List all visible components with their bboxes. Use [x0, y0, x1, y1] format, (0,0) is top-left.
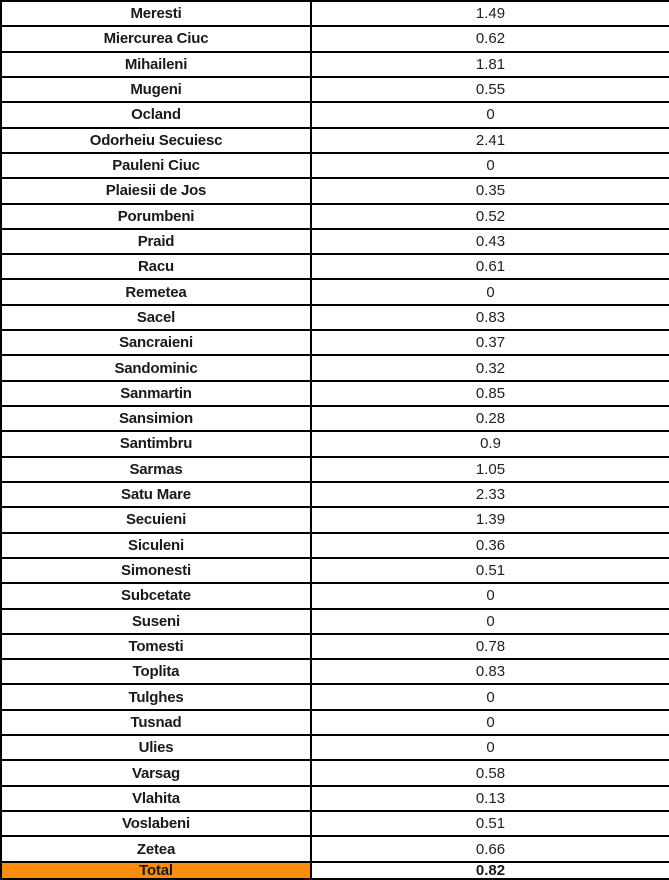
table-footer	[1, 862, 669, 879]
locality-cell: Sanmartin	[1, 381, 311, 406]
value-cell: 0.55	[311, 77, 669, 102]
value-cell: 0.36	[311, 533, 669, 558]
table-row	[1, 1, 669, 26]
locality-cell: Secuieni	[1, 507, 311, 532]
value-cell: 0.66	[311, 836, 669, 862]
table-row	[1, 609, 669, 634]
value-cell: 0	[311, 684, 669, 709]
table-row	[1, 406, 669, 431]
table-row	[1, 52, 669, 77]
value-cell: 0	[311, 735, 669, 760]
value-cell: 2.33	[311, 482, 669, 507]
table-row	[1, 431, 669, 456]
locality-cell: Sansimion	[1, 406, 311, 431]
locality-cell: Satu Mare	[1, 482, 311, 507]
table-row	[1, 558, 669, 583]
value-cell: 0.35	[311, 178, 669, 203]
value-cell: 0	[311, 609, 669, 634]
locality-cell: Remetea	[1, 279, 311, 304]
value-cell: 0.13	[311, 786, 669, 811]
value-cell: 0.85	[311, 381, 669, 406]
table-row	[1, 330, 669, 355]
locality-cell: Mihaileni	[1, 52, 311, 77]
table-row	[1, 381, 669, 406]
value-cell: 1.05	[311, 457, 669, 482]
table-row	[1, 305, 669, 330]
value-cell: 0.78	[311, 634, 669, 659]
table-row	[1, 634, 669, 659]
table-row	[1, 26, 669, 51]
locality-cell: Simonesti	[1, 558, 311, 583]
locality-cell: Suseni	[1, 609, 311, 634]
locality-cell: Subcetate	[1, 583, 311, 608]
locality-cell: Ocland	[1, 102, 311, 127]
value-cell: 0.9	[311, 431, 669, 456]
locality-cell: Odorheiu Secuiesc	[1, 128, 311, 153]
table-row	[1, 786, 669, 811]
locality-cell: Meresti	[1, 1, 311, 26]
value-cell: 0.58	[311, 760, 669, 785]
table-row	[1, 533, 669, 558]
table-row	[1, 710, 669, 735]
locality-cell: Sancraieni	[1, 330, 311, 355]
value-cell: 0.32	[311, 355, 669, 380]
locality-cell: Plaiesii de Jos	[1, 178, 311, 203]
table-row	[1, 229, 669, 254]
table-row	[1, 735, 669, 760]
value-cell: 0	[311, 279, 669, 304]
locality-cell: Sacel	[1, 305, 311, 330]
locality-cell: Porumbeni	[1, 204, 311, 229]
locality-cell: Santimbru	[1, 431, 311, 456]
value-cell: 0	[311, 710, 669, 735]
locality-cell: Ulies	[1, 735, 311, 760]
locality-cell: Tusnad	[1, 710, 311, 735]
value-cell: 0.43	[311, 229, 669, 254]
table-row	[1, 482, 669, 507]
locality-cell: Praid	[1, 229, 311, 254]
value-cell: 0.51	[311, 558, 669, 583]
locality-cell: Mugeni	[1, 77, 311, 102]
table-row	[1, 254, 669, 279]
value-cell: 0.28	[311, 406, 669, 431]
value-cell: 0	[311, 153, 669, 178]
value-cell: 1.39	[311, 507, 669, 532]
total-label-cell: Total	[1, 862, 311, 879]
value-cell: 1.49	[311, 1, 669, 26]
table-row	[1, 279, 669, 304]
table-row	[1, 457, 669, 482]
table-row	[1, 811, 669, 836]
locality-cell: Racu	[1, 254, 311, 279]
table-row	[1, 836, 669, 862]
table-row	[1, 178, 669, 203]
table-row	[1, 128, 669, 153]
locality-cell: Varsag	[1, 760, 311, 785]
value-cell: 0.37	[311, 330, 669, 355]
table-row	[1, 153, 669, 178]
value-cell: 0.83	[311, 659, 669, 684]
locality-cell: Sarmas	[1, 457, 311, 482]
locality-cell: Miercurea Ciuc	[1, 26, 311, 51]
table-row	[1, 507, 669, 532]
table-row	[1, 204, 669, 229]
locality-cell: Tomesti	[1, 634, 311, 659]
locality-cell: Siculeni	[1, 533, 311, 558]
value-cell: 0.62	[311, 26, 669, 51]
value-cell: 0	[311, 583, 669, 608]
value-cell: 0.51	[311, 811, 669, 836]
locality-cell: Tulghes	[1, 684, 311, 709]
locality-cell: Zetea	[1, 836, 311, 862]
value-cell: 2.41	[311, 128, 669, 153]
total-value-cell: 0.82	[311, 862, 669, 879]
locality-cell: Vlahita	[1, 786, 311, 811]
table-body	[1, 1, 669, 862]
value-cell: 1.81	[311, 52, 669, 77]
locality-cell: Toplita	[1, 659, 311, 684]
table-row	[1, 684, 669, 709]
table-row	[1, 77, 669, 102]
locality-cell: Sandominic	[1, 355, 311, 380]
value-cell: 0.52	[311, 204, 669, 229]
table-row	[1, 760, 669, 785]
locality-cell: Voslabeni	[1, 811, 311, 836]
table-row	[1, 102, 669, 127]
table-row	[1, 583, 669, 608]
total-row	[1, 862, 669, 879]
locality-cell: Pauleni Ciuc	[1, 153, 311, 178]
value-cell: 0.83	[311, 305, 669, 330]
value-cell: 0	[311, 102, 669, 127]
value-cell: 0.61	[311, 254, 669, 279]
table-row	[1, 659, 669, 684]
table-row	[1, 355, 669, 380]
